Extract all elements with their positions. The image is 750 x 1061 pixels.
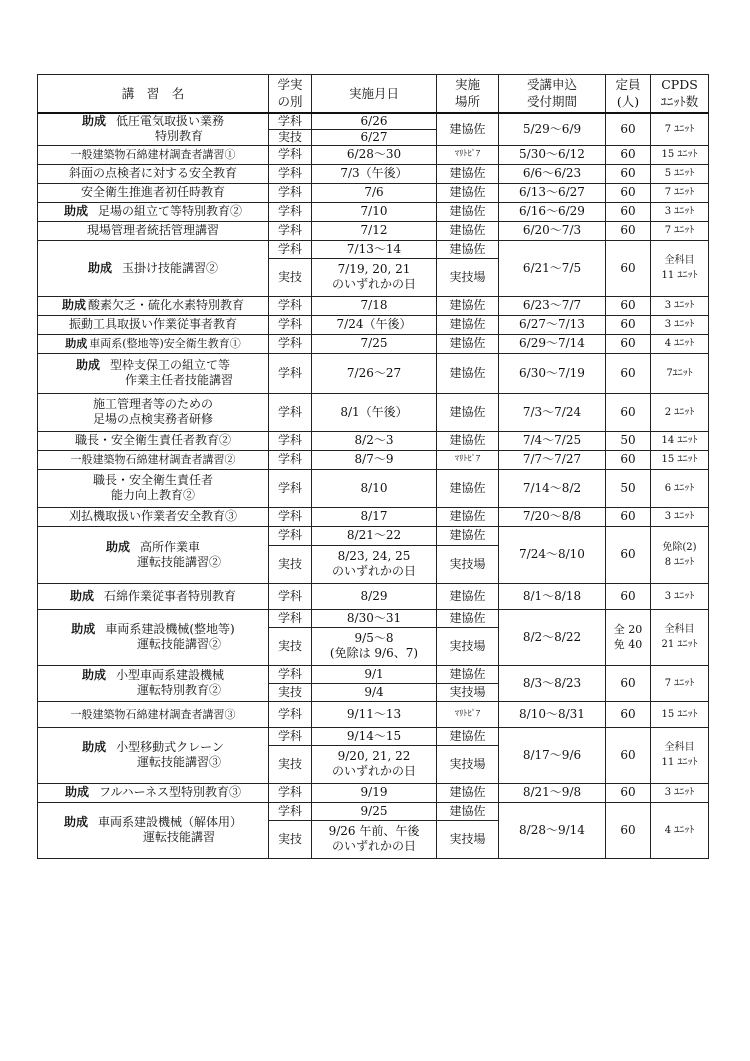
- venue: 実技場: [437, 745, 499, 783]
- venue: 実技場: [437, 820, 499, 858]
- venue: ﾏﾘﾄﾋﾟｱ: [437, 450, 499, 469]
- table-row: [38, 583, 709, 609]
- cpds-units: 全科目 11 ﾕﾆｯﾄ: [651, 727, 709, 783]
- cpds-units: 3 ﾕﾆｯﾄ: [651, 202, 709, 221]
- course-title: 安全衛生推進者初任時教育: [80, 185, 225, 199]
- course-name: [38, 164, 269, 183]
- session-type: 学科: [269, 609, 312, 627]
- course-title: 振動工具取扱い作業従事者教育: [68, 317, 237, 331]
- capacity: 50: [606, 469, 651, 507]
- table-row: [38, 507, 709, 526]
- venue: 建協佐: [437, 783, 499, 802]
- capacity: 60: [606, 802, 651, 858]
- course-name: [38, 609, 269, 665]
- course-subtitle: 運転技能講習: [142, 830, 215, 844]
- course-name: [38, 665, 269, 701]
- course-name: [38, 469, 269, 507]
- session-date: 7/24（午後）: [312, 315, 437, 334]
- venue: 建協佐: [437, 202, 499, 221]
- capacity: 60: [606, 507, 651, 526]
- course-name: [38, 221, 269, 240]
- session-date: 7/19, 20, 21 のいずれかの日: [312, 258, 437, 296]
- cpds-units: 15 ﾕﾆｯﾄ: [651, 145, 709, 164]
- session-type: 学科: [269, 665, 312, 683]
- subsidy-badge: 助成: [61, 298, 86, 312]
- table-row: [38, 145, 709, 164]
- session-date: 8/21〜22: [312, 526, 437, 545]
- session-date: 6/28〜30: [312, 145, 437, 164]
- table-row: [38, 113, 709, 130]
- session-date: 7/10: [312, 202, 437, 221]
- subsidy-badge: 助成: [105, 539, 130, 554]
- session-type: 学科: [269, 240, 312, 258]
- session-date: 7/25: [312, 334, 437, 353]
- cpds-units: 全科目 21 ﾕﾆｯﾄ: [651, 609, 709, 665]
- header-cpds: CPDS ﾕﾆｯﾄ数: [651, 75, 709, 113]
- venue: 建協佐: [437, 183, 499, 202]
- session-date: 9/25: [312, 802, 437, 820]
- cpds-units: 2 ﾕﾆｯﾄ: [651, 393, 709, 431]
- session-date: 8/30〜31: [312, 609, 437, 627]
- subsidy-badge: 助成: [65, 337, 88, 350]
- capacity: 全 20 免 40: [606, 609, 651, 665]
- session-date: 7/26〜27: [312, 353, 437, 393]
- session-date: 8/23, 24, 25 のいずれかの日: [312, 545, 437, 583]
- capacity: 60: [606, 701, 651, 727]
- course-title: 高所作業車: [140, 539, 201, 554]
- venue: 建協佐: [437, 296, 499, 315]
- session-type: 実技: [269, 545, 312, 583]
- course-title: 型枠支保工の組立て等: [110, 358, 231, 372]
- session-type: 学科: [269, 145, 312, 164]
- capacity: 60: [606, 240, 651, 296]
- session-date: 9/14〜15: [312, 727, 437, 745]
- course-name: [38, 393, 269, 431]
- table-row: [38, 727, 709, 745]
- session-date: 9/1: [312, 665, 437, 683]
- table-row: [38, 183, 709, 202]
- session-type: 学科: [269, 701, 312, 727]
- header-place: 実施 場所: [437, 75, 499, 113]
- session-type: 学科: [269, 802, 312, 820]
- course-title: 現場管理者統括管理講習: [86, 223, 219, 237]
- cpds-units: 6 ﾕﾆｯﾄ: [651, 469, 709, 507]
- subsidy-badge: 助成: [64, 785, 89, 799]
- venue: 建協佐: [437, 469, 499, 507]
- application-period: 5/29〜6/9: [499, 113, 606, 146]
- course-title: 一般建築物石綿建材調査者講習①: [70, 148, 236, 161]
- cpds-units: 全科目 11 ﾕﾆｯﾄ: [651, 240, 709, 296]
- header-type: 学実 の別: [269, 75, 312, 113]
- application-period: 8/21〜9/8: [499, 783, 606, 802]
- subsidy-badge: 助成: [75, 358, 100, 372]
- session-type: 学科: [269, 113, 312, 130]
- subsidy-badge: 助成: [81, 114, 106, 128]
- course-title: 斜面の点検者に対する安全教育: [68, 166, 237, 180]
- venue: 建協佐: [437, 609, 499, 627]
- session-type: 学科: [269, 783, 312, 802]
- venue: 実技場: [437, 545, 499, 583]
- venue: 建協佐: [437, 315, 499, 334]
- course-title: 一般建築物石綿建材調査者講習③: [70, 707, 236, 721]
- venue: 建協佐: [437, 583, 499, 609]
- session-type: 学科: [269, 164, 312, 183]
- table-row: [38, 469, 709, 507]
- venue: 建協佐: [437, 393, 499, 431]
- table-row: [38, 393, 709, 431]
- subsidy-badge: 助成: [63, 815, 88, 829]
- session-type: 学科: [269, 393, 312, 431]
- table-row: [38, 701, 709, 727]
- course-title: 職長・安全衛生責任者 能力向上教育②: [92, 473, 213, 502]
- course-title: 車両系建設機械(整地等): [105, 622, 235, 636]
- course-title: 小型車両系建設機械: [116, 668, 225, 682]
- capacity: 60: [606, 221, 651, 240]
- table-row: [38, 296, 709, 315]
- table-row: [38, 526, 709, 545]
- capacity: 60: [606, 450, 651, 469]
- cpds-units: 3 ﾕﾆｯﾄ: [651, 583, 709, 609]
- capacity: 60: [606, 334, 651, 353]
- cpds-units: 7 ﾕﾆｯﾄ: [651, 221, 709, 240]
- capacity: 60: [606, 583, 651, 609]
- session-type: 実技: [269, 129, 312, 145]
- course-title: 酸素欠乏・硫化水素特別教育: [88, 298, 245, 312]
- course-name: [38, 701, 269, 727]
- capacity: 60: [606, 113, 651, 146]
- venue: 建協佐: [437, 665, 499, 683]
- session-date: 6/27: [312, 129, 437, 145]
- session-type: 実技: [269, 683, 312, 701]
- course-name: [38, 145, 269, 164]
- venue: 建協佐: [437, 353, 499, 393]
- venue: 建協佐: [437, 727, 499, 745]
- course-title: 職長・安全衛生責任者教育②: [74, 433, 231, 447]
- cpds-units: 7 ﾕﾆｯﾄ: [651, 665, 709, 701]
- venue: 実技場: [437, 683, 499, 701]
- cpds-units: 4 ﾕﾆｯﾄ: [651, 802, 709, 858]
- venue: 建協佐: [437, 526, 499, 545]
- session-date: 9/11〜13: [312, 701, 437, 727]
- course-name: [38, 450, 269, 469]
- course-name: [38, 240, 269, 296]
- capacity: 60: [606, 353, 651, 393]
- course-title: 小型移動式クレーン: [116, 740, 224, 754]
- session-type: 学科: [269, 507, 312, 526]
- course-name: [38, 202, 269, 221]
- application-period: 8/3〜8/23: [499, 665, 606, 701]
- course-name: [38, 183, 269, 202]
- session-date: 9/26 午前、午後 のいずれかの日: [312, 820, 437, 858]
- capacity: 60: [606, 393, 651, 431]
- course-name: [38, 802, 269, 858]
- session-date: 7/18: [312, 296, 437, 315]
- session-date: 8/17: [312, 507, 437, 526]
- venue: 建協佐: [437, 507, 499, 526]
- session-date: 8/1（午後）: [312, 393, 437, 431]
- session-type: 学科: [269, 202, 312, 221]
- header-capacity: 定員 (人): [606, 75, 651, 113]
- venue: ﾏﾘﾄﾋﾟｱ: [437, 145, 499, 164]
- cpds-units: 15 ﾕﾆｯﾄ: [651, 450, 709, 469]
- venue: 建協佐: [437, 802, 499, 820]
- session-date: 8/2〜3: [312, 431, 437, 450]
- header-apply: 受講申込 受付期間: [499, 75, 606, 113]
- table-row: [38, 240, 709, 258]
- venue: 実技場: [437, 258, 499, 296]
- application-period: 6/27〜7/13: [499, 315, 606, 334]
- capacity: 60: [606, 526, 651, 583]
- cpds-units: 3 ﾕﾆｯﾄ: [651, 507, 709, 526]
- table-row: [38, 221, 709, 240]
- subsidy-badge: 助成: [81, 668, 106, 682]
- session-type: 学科: [269, 727, 312, 745]
- course-rows: [38, 113, 709, 859]
- venue: ﾏﾘﾄﾋﾟｱ: [437, 701, 499, 727]
- venue: 建協佐: [437, 431, 499, 450]
- course-name: [38, 431, 269, 450]
- table-row: [38, 783, 709, 802]
- course-title: フルハーネス型特別教育③: [98, 785, 242, 799]
- application-period: 5/30〜6/12: [499, 145, 606, 164]
- cpds-units: 4 ﾕﾆｯﾄ: [651, 334, 709, 353]
- course-title: 玉掛け技能講習②: [122, 260, 219, 275]
- course-title: 車両系(整地等)安全衛生教育①: [89, 337, 241, 350]
- session-type: 学科: [269, 221, 312, 240]
- session-date: 6/26: [312, 113, 437, 130]
- application-period: 7/20〜8/8: [499, 507, 606, 526]
- course-title: 低圧電気取扱い業務: [116, 114, 225, 128]
- session-date: 8/10: [312, 469, 437, 507]
- subsidy-badge: 助成: [87, 260, 112, 275]
- course-name: [38, 507, 269, 526]
- application-period: 6/20〜7/3: [499, 221, 606, 240]
- application-period: 6/21〜7/5: [499, 240, 606, 296]
- application-period: 7/3〜7/24: [499, 393, 606, 431]
- capacity: 60: [606, 296, 651, 315]
- cpds-units: 15 ﾕﾆｯﾄ: [651, 701, 709, 727]
- session-date: 7/13〜14: [312, 240, 437, 258]
- cpds-units: 7 ﾕﾆｯﾄ: [651, 183, 709, 202]
- capacity: 60: [606, 665, 651, 701]
- session-type: 学科: [269, 583, 312, 609]
- application-period: 6/30〜7/19: [499, 353, 606, 393]
- capacity: 60: [606, 183, 651, 202]
- table-row: [38, 353, 709, 393]
- course-name: [38, 727, 269, 783]
- course-name: [38, 296, 269, 315]
- course-name: [38, 113, 269, 146]
- venue: 建協佐: [437, 221, 499, 240]
- course-title: 石綿作業従事者特別教育: [104, 588, 237, 603]
- header-date: 実施月日: [312, 75, 437, 113]
- session-date: 8/29: [312, 583, 437, 609]
- venue: 建協佐: [437, 240, 499, 258]
- venue: 実技場: [437, 627, 499, 665]
- subsidy-badge: 助成: [71, 622, 96, 636]
- course-subtitle: 運転技能講習②: [136, 637, 221, 651]
- table-row: [38, 802, 709, 820]
- capacity: 60: [606, 727, 651, 783]
- session-type: 学科: [269, 353, 312, 393]
- table-row: [38, 450, 709, 469]
- course-name: [38, 353, 269, 393]
- capacity: 60: [606, 315, 651, 334]
- capacity: 60: [606, 202, 651, 221]
- session-type: 学科: [269, 334, 312, 353]
- course-title: 施工管理者等のための 足場の点検実務者研修: [92, 397, 213, 426]
- session-date: 9/4: [312, 683, 437, 701]
- venue: 建協佐: [437, 113, 499, 146]
- application-period: 8/28〜9/14: [499, 802, 606, 858]
- venue: 建協佐: [437, 334, 499, 353]
- application-period: 6/16〜6/29: [499, 202, 606, 221]
- session-date: 9/19: [312, 783, 437, 802]
- cpds-units: 14 ﾕﾆｯﾄ: [651, 431, 709, 450]
- course-name: [38, 526, 269, 583]
- session-type: 実技: [269, 627, 312, 665]
- application-period: 6/13〜6/27: [499, 183, 606, 202]
- cpds-units: 免除(2) 8 ﾕﾆｯﾄ: [651, 526, 709, 583]
- capacity: 60: [606, 145, 651, 164]
- capacity: 50: [606, 431, 651, 450]
- table-row: [38, 431, 709, 450]
- course-subtitle: 運転技能講習③: [136, 755, 221, 769]
- application-period: 8/17〜9/6: [499, 727, 606, 783]
- course-title: 刈払機取扱い作業者安全教育③: [68, 509, 237, 523]
- subsidy-badge: 助成: [82, 740, 107, 754]
- course-name: [38, 334, 269, 353]
- header-row: [38, 75, 709, 113]
- course-subtitle: 運転特別教育②: [136, 683, 221, 697]
- session-type: 学科: [269, 469, 312, 507]
- course-name: [38, 783, 269, 802]
- application-period: 7/14〜8/2: [499, 469, 606, 507]
- venue: 建協佐: [437, 164, 499, 183]
- table-row: [38, 202, 709, 221]
- session-date: 7/12: [312, 221, 437, 240]
- session-date: 8/7〜9: [312, 450, 437, 469]
- subsidy-badge: 助成: [69, 588, 94, 603]
- table-row: [38, 315, 709, 334]
- course-title: 足場の組立て等特別教育②: [98, 204, 243, 218]
- cpds-units: 3 ﾕﾆｯﾄ: [651, 296, 709, 315]
- session-type: 実技: [269, 258, 312, 296]
- course-name: [38, 583, 269, 609]
- cpds-units: 7 ﾕﾆｯﾄ: [651, 113, 709, 146]
- subsidy-badge: 助成: [63, 204, 88, 218]
- application-period: 8/2〜8/22: [499, 609, 606, 665]
- application-period: 8/1〜8/18: [499, 583, 606, 609]
- session-type: 実技: [269, 745, 312, 783]
- table-row: [38, 334, 709, 353]
- session-date: 7/6: [312, 183, 437, 202]
- session-type: 学科: [269, 296, 312, 315]
- application-period: 7/4〜7/25: [499, 431, 606, 450]
- course-title: 車両系建設機械（解体用）: [98, 815, 243, 829]
- application-period: 7/7〜7/27: [499, 450, 606, 469]
- course-title: 一般建築物石綿建材調査者講習②: [70, 453, 236, 466]
- session-date: 9/5〜8 (免除は 9/6、7): [312, 627, 437, 665]
- capacity: 60: [606, 783, 651, 802]
- course-subtitle: 特別教育: [154, 129, 203, 143]
- table-row: [38, 665, 709, 683]
- session-date: 9/20, 21, 22 のいずれかの日: [312, 745, 437, 783]
- application-period: 8/10〜8/31: [499, 701, 606, 727]
- course-subtitle: 運転技能講習②: [136, 554, 221, 569]
- course-name: [38, 315, 269, 334]
- course-schedule-table: [37, 74, 709, 859]
- session-type: 学科: [269, 526, 312, 545]
- capacity: 60: [606, 164, 651, 183]
- table-row: [38, 609, 709, 627]
- cpds-units: 7ﾕﾆｯﾄ: [651, 353, 709, 393]
- session-type: 実技: [269, 820, 312, 858]
- course-subtitle: 作業主任者技能講習: [124, 373, 233, 387]
- cpds-units: 3 ﾕﾆｯﾄ: [651, 315, 709, 334]
- application-period: 6/6〜6/23: [499, 164, 606, 183]
- session-type: 学科: [269, 431, 312, 450]
- application-period: 6/23〜7/7: [499, 296, 606, 315]
- application-period: 6/29〜7/14: [499, 334, 606, 353]
- cpds-units: 3 ﾕﾆｯﾄ: [651, 783, 709, 802]
- session-type: 学科: [269, 315, 312, 334]
- application-period: 7/24〜8/10: [499, 526, 606, 583]
- header-course: 講 習 名: [38, 75, 269, 113]
- cpds-units: 5 ﾕﾆｯﾄ: [651, 164, 709, 183]
- session-type: 学科: [269, 183, 312, 202]
- table-row: [38, 164, 709, 183]
- session-date: 7/3（午後）: [312, 164, 437, 183]
- session-type: 学科: [269, 450, 312, 469]
